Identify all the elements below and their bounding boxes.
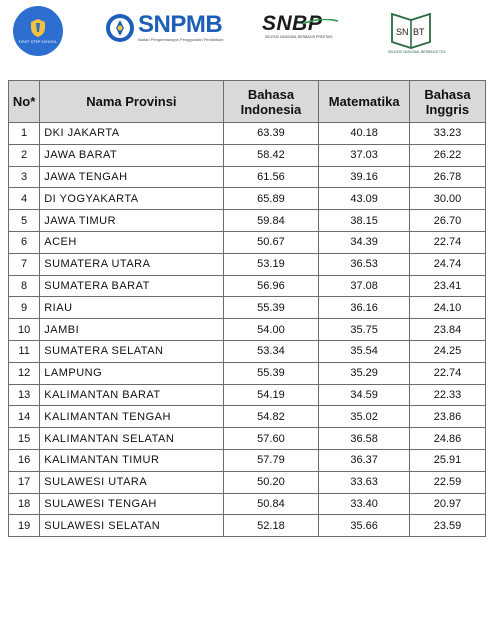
cell-bahasa-indonesia: 57.79 <box>223 449 319 471</box>
table-row <box>9 406 486 428</box>
cell-matematika: 35.54 <box>319 340 410 362</box>
snbp-title: SNBP <box>262 12 323 35</box>
cell-province: SUMATERA UTARA <box>40 253 223 275</box>
snbp-tagline: SELEKSI NASIONAL BERBASIS PRESTASI <box>265 35 333 39</box>
cell-bahasa-inggris: 24.86 <box>409 428 485 450</box>
cell-bahasa-indonesia: 63.39 <box>223 123 319 145</box>
table-row <box>9 210 486 232</box>
cell-matematika: 35.75 <box>319 319 410 341</box>
table-row <box>9 231 486 253</box>
snbt-left-text: SN <box>396 27 409 37</box>
cell-bahasa-inggris: 22.74 <box>409 362 485 384</box>
cell-province: SUMATERA SELATAN <box>40 340 223 362</box>
cell-bahasa-indonesia: 55.39 <box>223 362 319 384</box>
cell-bahasa-indonesia: 54.19 <box>223 384 319 406</box>
cell-no: 13 <box>9 384 40 406</box>
cell-matematika: 36.53 <box>319 253 410 275</box>
cell-bahasa-indonesia: 61.56 <box>223 166 319 188</box>
cell-bahasa-inggris: 33.23 <box>409 123 485 145</box>
cell-no: 3 <box>9 166 40 188</box>
cell-bahasa-inggris: 25.91 <box>409 449 485 471</box>
cell-no: 8 <box>9 275 40 297</box>
cell-province: JAWA TENGAH <box>40 166 223 188</box>
cell-no: 5 <box>9 210 40 232</box>
cell-bahasa-inggris: 24.10 <box>409 297 485 319</box>
cell-matematika: 34.39 <box>319 231 410 253</box>
cell-no: 2 <box>9 144 40 166</box>
cell-bahasa-inggris: 23.84 <box>409 319 485 341</box>
cell-no: 7 <box>9 253 40 275</box>
cell-no: 10 <box>9 319 40 341</box>
cell-matematika: 38.15 <box>319 210 410 232</box>
header-bahasa-indonesia: Bahasa Indonesia <box>223 81 319 123</box>
first-step-school-logo <box>13 6 63 56</box>
cell-matematika: 40.18 <box>319 123 410 145</box>
cell-matematika: 34.59 <box>319 384 410 406</box>
cell-province: JAMBI <box>40 319 223 341</box>
cell-province: KALIMANTAN BARAT <box>40 384 223 406</box>
cell-bahasa-indonesia: 56.96 <box>223 275 319 297</box>
cell-province: JAWA BARAT <box>40 144 223 166</box>
cell-bahasa-indonesia: 53.34 <box>223 340 319 362</box>
header-matematika: Matematika <box>319 81 410 123</box>
cell-province: LAMPUNG <box>40 362 223 384</box>
cell-province: DI YOGYAKARTA <box>40 188 223 210</box>
table-row <box>9 515 486 537</box>
cell-matematika: 37.03 <box>319 144 410 166</box>
cell-no: 12 <box>9 362 40 384</box>
cell-province: JAWA TIMUR <box>40 210 223 232</box>
table-row <box>9 471 486 493</box>
cell-matematika: 35.02 <box>319 406 410 428</box>
cell-bahasa-indonesia: 50.20 <box>223 471 319 493</box>
cell-bahasa-inggris: 26.70 <box>409 210 485 232</box>
cell-bahasa-inggris: 30.00 <box>409 188 485 210</box>
snpmb-tagline: Badan Pengembangan Penggunaan Pendidikan <box>138 37 224 42</box>
cell-no: 16 <box>9 449 40 471</box>
cell-matematika: 33.40 <box>319 493 410 515</box>
cell-no: 6 <box>9 231 40 253</box>
table-row <box>9 297 486 319</box>
cell-no: 4 <box>9 188 40 210</box>
table-row <box>9 493 486 515</box>
table-body <box>9 123 486 537</box>
cell-bahasa-indonesia: 50.67 <box>223 231 319 253</box>
cell-bahasa-indonesia: 58.42 <box>223 144 319 166</box>
cell-bahasa-indonesia: 53.19 <box>223 253 319 275</box>
snbt-logo <box>388 8 446 58</box>
logo-header <box>0 0 495 68</box>
table-header-row <box>9 81 486 123</box>
table-row <box>9 449 486 471</box>
cell-bahasa-inggris: 23.41 <box>409 275 485 297</box>
cell-bahasa-inggris: 26.78 <box>409 166 485 188</box>
cell-no: 14 <box>9 406 40 428</box>
cell-bahasa-indonesia: 55.39 <box>223 297 319 319</box>
cell-no: 18 <box>9 493 40 515</box>
snbp-logo <box>262 13 342 47</box>
cell-matematika: 36.16 <box>319 297 410 319</box>
cell-bahasa-indonesia: 54.00 <box>223 319 319 341</box>
cell-no: 17 <box>9 471 40 493</box>
cell-matematika: 36.58 <box>319 428 410 450</box>
cell-bahasa-indonesia: 50.84 <box>223 493 319 515</box>
cell-no: 15 <box>9 428 40 450</box>
header-bahasa-inggris: Bahasa Inggris <box>409 81 485 123</box>
snpmb-title: SNPMB <box>138 11 223 38</box>
cell-bahasa-inggris: 22.33 <box>409 384 485 406</box>
header-province: Nama Provinsi <box>40 81 223 123</box>
table-row <box>9 253 486 275</box>
cell-province: KALIMANTAN SELATAN <box>40 428 223 450</box>
cell-matematika: 37.08 <box>319 275 410 297</box>
table-row <box>9 362 486 384</box>
cell-no: 11 <box>9 340 40 362</box>
cell-matematika: 35.29 <box>319 362 410 384</box>
snbt-right-text: BT <box>413 27 425 37</box>
cell-matematika: 33.63 <box>319 471 410 493</box>
province-score-table-wrapper <box>8 80 486 537</box>
cell-bahasa-inggris: 23.59 <box>409 515 485 537</box>
cell-no: 9 <box>9 297 40 319</box>
table-row <box>9 340 486 362</box>
cell-bahasa-inggris: 22.74 <box>409 231 485 253</box>
table-row <box>9 166 486 188</box>
province-score-table <box>8 80 486 537</box>
table-row <box>9 428 486 450</box>
cell-matematika: 35.66 <box>319 515 410 537</box>
cell-province: SUMATERA BARAT <box>40 275 223 297</box>
cell-bahasa-inggris: 26.22 <box>409 144 485 166</box>
table-row <box>9 384 486 406</box>
first-step-shield-icon <box>29 18 47 38</box>
cell-bahasa-indonesia: 52.18 <box>223 515 319 537</box>
cell-province: SULAWESI UTARA <box>40 471 223 493</box>
table-row <box>9 319 486 341</box>
cell-bahasa-inggris: 20.97 <box>409 493 485 515</box>
table-row <box>9 144 486 166</box>
table-row <box>9 188 486 210</box>
table-row <box>9 123 486 145</box>
cell-bahasa-inggris: 22.59 <box>409 471 485 493</box>
header-no: No* <box>9 81 40 123</box>
cell-province: KALIMANTAN TIMUR <box>40 449 223 471</box>
cell-province: KALIMANTAN TENGAH <box>40 406 223 428</box>
cell-bahasa-indonesia: 57.60 <box>223 428 319 450</box>
cell-bahasa-indonesia: 59.84 <box>223 210 319 232</box>
cell-bahasa-inggris: 24.74 <box>409 253 485 275</box>
snpmb-logo <box>105 12 224 44</box>
cell-matematika: 43.09 <box>319 188 410 210</box>
cell-matematika: 39.16 <box>319 166 410 188</box>
cell-province: DKI JAKARTA <box>40 123 223 145</box>
cell-bahasa-inggris: 24.25 <box>409 340 485 362</box>
cell-province: SULAWESI SELATAN <box>40 515 223 537</box>
cell-bahasa-indonesia: 54.82 <box>223 406 319 428</box>
snbt-book-icon <box>388 8 434 50</box>
cell-province: ACEH <box>40 231 223 253</box>
cell-bahasa-inggris: 23.86 <box>409 406 485 428</box>
cell-no: 1 <box>9 123 40 145</box>
cell-province: RIAU <box>40 297 223 319</box>
cell-province: SULAWESI TENGAH <box>40 493 223 515</box>
cell-bahasa-indonesia: 65.89 <box>223 188 319 210</box>
table-row <box>9 275 486 297</box>
cell-matematika: 36.37 <box>319 449 410 471</box>
cell-no: 19 <box>9 515 40 537</box>
first-step-caption: FIRST STEP SCHOOL <box>18 40 58 44</box>
tut-wuri-emblem-icon <box>105 13 135 43</box>
snbt-tagline: SELEKSI NASIONAL BERBASIS TES <box>388 50 446 54</box>
snbp-swoosh-icon <box>262 19 338 25</box>
